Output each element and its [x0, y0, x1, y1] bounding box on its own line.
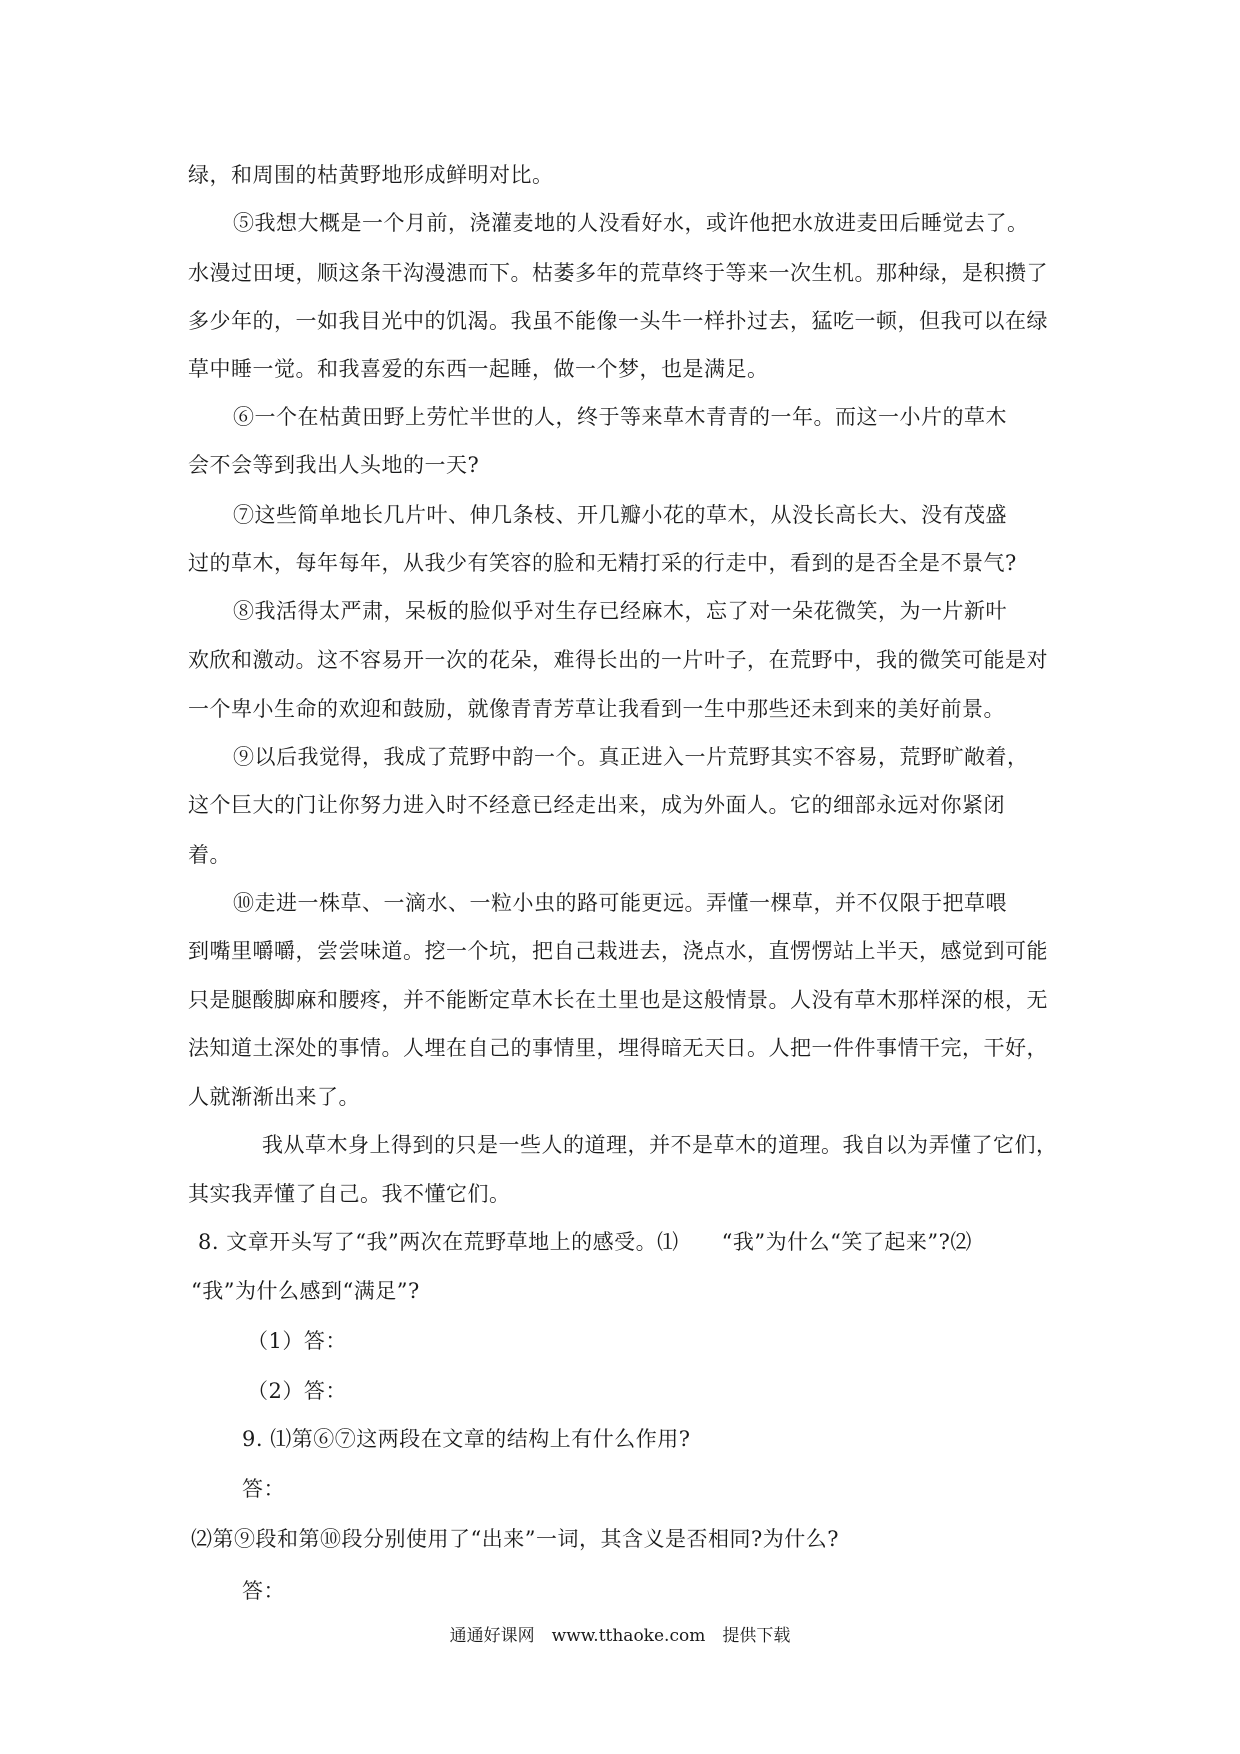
text-line: 欢欣和激动。这不容易开一次的花朵，难得长出的一片叶子，在荒野中，我的微笑可能是对 — [188, 648, 1048, 672]
question-8: 8. 文章开头写了“我”两次在荒野草地上的感受。⑴ “我”为什么“笑了起来”?⑵ — [198, 1230, 972, 1254]
text-line: 法知道土深处的事情。人埋在自己的事情里，埋得暗无天日。人把一件件事情干完，干好， — [188, 1036, 1048, 1060]
question-8-continued: “我”为什么感到“满足”? — [191, 1279, 420, 1303]
text-line: 会不会等到我出人头地的一天? — [188, 453, 480, 477]
text-line: ⑤我想大概是一个月前，浇灌麦地的人没看好水，或许他把水放进麦田后睡觉去了。 — [233, 211, 1029, 235]
page-footer: 通通好课网 www.tthaoke.com 提供下载 — [449, 1626, 791, 1646]
text-line: 其实我弄懂了自己。我不懂它们。 — [188, 1182, 511, 1206]
question-9-1: 9. ⑴第⑥⑦这两段在文章的结构上有什么作用? — [242, 1427, 691, 1451]
answer-9-2: 答： — [242, 1579, 285, 1603]
text-line: 过的草木，每年每年，从我少有笑容的脸和无精打采的行走中，看到的是否全是不景气? — [188, 551, 1017, 575]
text-line: 只是腿酸脚麻和腰疼，并不能断定草木长在土里也是这般情景。人没有草木那样深的根，无 — [188, 988, 1048, 1012]
text-line: 到嘴里嚼嚼，尝尝味道。挖一个坑，把自己栽进去，浇点水，直愣愣站上半天，感觉到可能 — [188, 939, 1048, 963]
text-line: 人就渐渐出来了。 — [188, 1085, 360, 1109]
text-line: ⑨以后我觉得，我成了荒野中韵一个。真正进入一片荒野其实不容易，荒野旷敞着， — [233, 745, 1029, 769]
text-line: 多少年的，一如我目光中的饥渴。我虽不能像一头牛一样扑过去，猛吃一顿，但我可以在绿 — [188, 309, 1048, 333]
text-line: 这个巨大的门让你努力进入时不经意已经走出来，成为外面人。它的细部永远对你紧闭 — [188, 793, 1005, 817]
text-line: ⑦这些简单地长几片叶、伸几条枝、开几瓣小花的草木，从没长高长大、没有茂盛 — [233, 503, 1007, 527]
answer-9-1: 答： — [242, 1477, 285, 1501]
text-line: 绿，和周围的枯黄野地形成鲜明对比。 — [188, 163, 554, 187]
text-line: 草中睡一觉。和我喜爱的东西一起睡，做一个梦，也是满足。 — [188, 357, 769, 381]
text-line: ⑩走进一株草、一滴水、一粒小虫的路可能更远。弄懂一棵草，并不仅限于把草喂 — [233, 891, 1007, 915]
text-line: ⑧我活得太严肃，呆板的脸似乎对生存已经麻木，忘了对一朵花微笑，为一片新叶 — [233, 599, 1007, 623]
answer-8-2: （2）答： — [247, 1379, 347, 1403]
text-line: 一个卑小生命的欢迎和鼓励，就像青青芳草让我看到一生中那些还未到来的美好前景。 — [188, 697, 1005, 721]
text-line: ⑥一个在枯黄田野上劳忙半世的人，终于等来草木青青的一年。而这一小片的草木 — [233, 405, 1007, 429]
question-9-2: ⑵第⑨段和第⑩段分别使用了“出来”一词，其含义是否相同?为什么? — [191, 1527, 839, 1551]
answer-8-1: （1）答： — [247, 1329, 347, 1353]
text-line: 着。 — [188, 843, 231, 867]
text-line: 水漫过田埂，顺这条干沟漫漶而下。枯萎多年的荒草终于等来一次生机。那种绿，是积攒了 — [188, 261, 1048, 285]
text-line: 我从草木身上得到的只是一些人的道理，并不是草木的道理。我自以为弄懂了它们， — [262, 1133, 1058, 1157]
